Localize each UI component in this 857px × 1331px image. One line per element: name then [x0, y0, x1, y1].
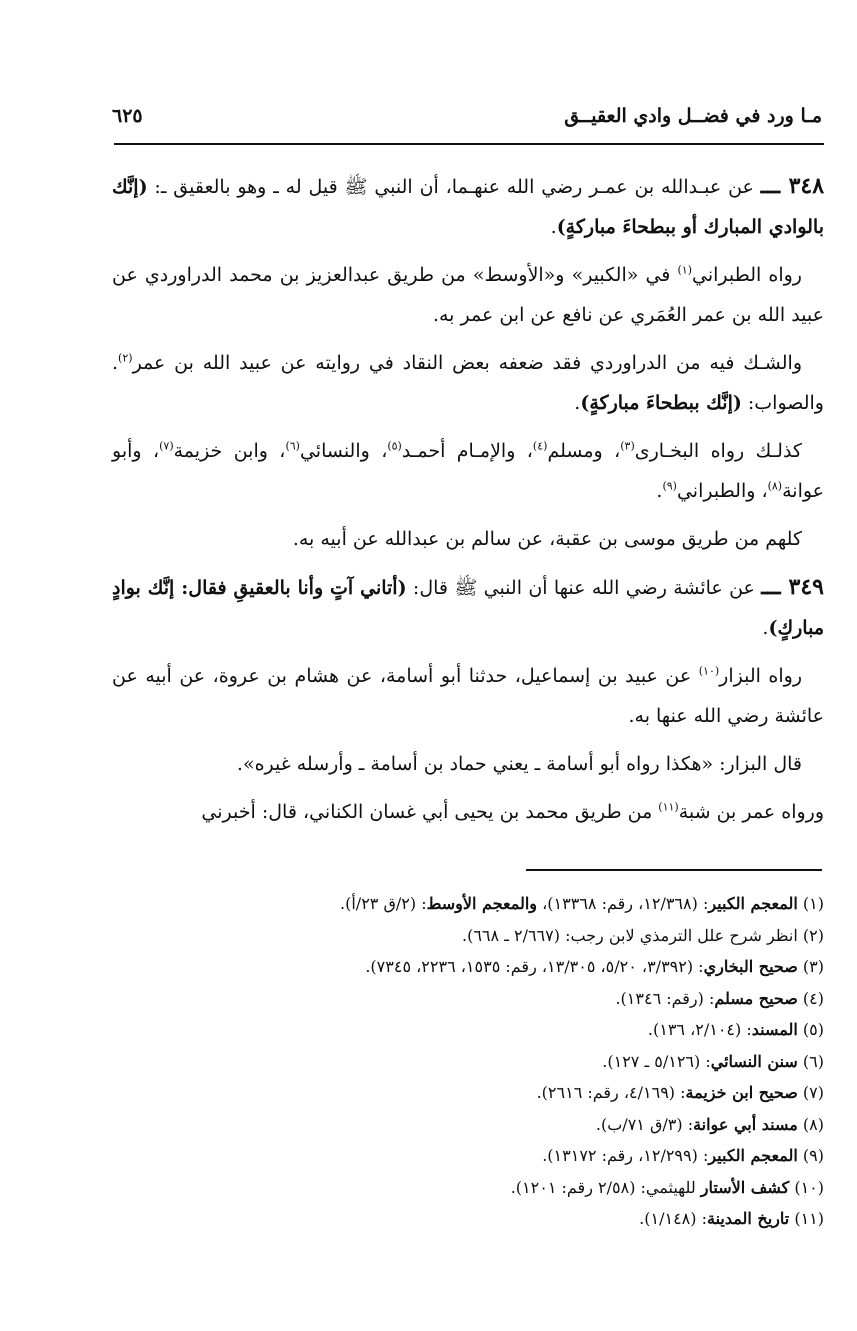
- paragraph-tabarani: [112, 255, 824, 335]
- footnote-text: : (رقم: ١٣٤٦).: [615, 988, 715, 1008]
- footnote-number: (٩): [802, 1146, 824, 1165]
- text-run: . والصواب:: [112, 352, 824, 414]
- paragraph-shabba: [112, 792, 824, 832]
- header-divider: [114, 143, 824, 145]
- footnote-source: مسند أبي عوانة: [693, 1114, 798, 1134]
- footnote-number: (٤): [802, 988, 824, 1008]
- footnote-source: المعجم الكبير: [708, 1146, 798, 1165]
- footnote-text: : (١/١٤٨).: [639, 1209, 707, 1228]
- footnote-ref[interactable]: (٧): [159, 439, 174, 453]
- footnote-source: صحيح البخاري: [703, 957, 798, 976]
- hadith-number: ٣٤٨ ـــ: [760, 173, 825, 199]
- footnote-source: المعجم الكبير: [708, 894, 798, 913]
- footnote-text: : (٤/١٦٩، رقم: ٢٦١٦).: [536, 1083, 686, 1102]
- main-text: [112, 166, 824, 840]
- text-run: رواه البزار: [719, 665, 802, 687]
- text-run: ورواه عمر بن شبة: [678, 801, 824, 823]
- footnote-text: : (٢/ق ٢٣/أ).: [340, 894, 427, 913]
- hadith-number: ٣٤٩ ـــ: [761, 574, 824, 600]
- running-title: مـا ورد في فضــل وادي العقيــق: [564, 105, 822, 127]
- footnote-4: [112, 983, 824, 1015]
- hadith-quote: (أتاني آتٍ وأنا بالعقيقِ فقال: إنَّك بوادٍ مباركٍ): [112, 577, 824, 639]
- footnote-number: (١): [802, 894, 824, 913]
- footnote-source: المسند: [751, 1020, 798, 1039]
- text-run: ، ومسلم: [547, 440, 621, 462]
- page-number: ٦٢٥: [112, 105, 143, 127]
- footnote-text: للهيثمي: (٢/٥٨ رقم: ١٢٠١).: [510, 1177, 701, 1197]
- footnote-text: : (٢/١٠٤، ١٣٦).: [647, 1020, 752, 1039]
- footnote-source: كشف الأستار: [700, 1177, 790, 1197]
- hadith-quote: (إنَّك ببطحاءَ مباركةٍ): [580, 392, 742, 414]
- paragraph-bazzar: [112, 656, 824, 736]
- footnote-number: (١٠): [794, 1177, 824, 1197]
- text-run: ، والإمـام أحمـد: [401, 440, 533, 462]
- footnote-number: (١١): [794, 1209, 824, 1228]
- paragraph-bazzar-said: [112, 744, 824, 784]
- hadith-348: [112, 166, 824, 247]
- text-run: عن عبـدالله بن عمـر رضي الله عنهـما، أن النبي ﷺ قيل له ـ وهو بالعقيق ـ:: [147, 176, 754, 198]
- text-run: كذلـك رواه البخـارى: [634, 440, 802, 462]
- footnote-ref[interactable]: (١١): [658, 800, 679, 814]
- paragraph-chain: [112, 519, 824, 559]
- footnote-ref[interactable]: (٨): [767, 479, 783, 493]
- footnote-10: [112, 1172, 824, 1204]
- footnote-1: [112, 888, 824, 920]
- footnotes: [112, 888, 824, 1235]
- footnote-11: [112, 1203, 824, 1235]
- page-header: [112, 96, 822, 136]
- footnote-text: : (١٢/٢٩٩، رقم: ١٣١٧٢).: [542, 1146, 709, 1165]
- footnote-ref[interactable]: (٢): [118, 351, 133, 365]
- text-run: .: [574, 392, 581, 414]
- footnote-text: : (١٢/٣٦٨، رقم: ١٣٣٦٨)،: [537, 894, 709, 913]
- footnote-8: [112, 1109, 824, 1141]
- text-run: .: [550, 216, 557, 238]
- footnote-source: صحيح ابن خزيمة: [685, 1083, 798, 1102]
- footnote-2: [112, 920, 824, 952]
- footnote-6: [112, 1046, 824, 1078]
- text-run: .: [656, 480, 663, 502]
- text-run: .: [762, 617, 769, 639]
- footnote-number: (٥): [802, 1020, 824, 1039]
- footnote-ref[interactable]: (٦): [285, 439, 300, 453]
- footnote-ref[interactable]: (١٠): [698, 664, 720, 678]
- footnote-source: سنن النسائي: [710, 1051, 798, 1071]
- footnote-3: [112, 951, 824, 983]
- footnote-7: [112, 1077, 824, 1109]
- footnote-source: صحيح مسلم: [714, 988, 798, 1008]
- footnote-number: (٦): [802, 1051, 824, 1071]
- text-run: عن عبيد بن إسماعيل، حدثنا أبو أسامة، عن هشام بن عروة، عن أبيه عن عائشة رضي الله عنها به.: [112, 665, 824, 727]
- footnote-text: : (٣/٣٩٢، ٥/٢٠، ١٣/٣٠٥، رقم: ١٥٣٥، ٢٢٣٦، ٧٣٤٥).: [365, 957, 704, 976]
- footnote-source: تاريخ المدينة: [706, 1209, 790, 1228]
- hadith-quote: (إنَّك بالوادي المبارك أو ببطحاءَ مباركةٍ): [112, 176, 824, 238]
- footnote-text: انظر شرح علل الترمذي لابن رجب: (٢/٦٦٧ ـ ٦٦٨).: [462, 925, 798, 945]
- footnote-ref[interactable]: (٥): [387, 439, 402, 453]
- text-run: في «الكبير» و«الأوسط» من طريق عبدالعزيز بن محمد الدراوردي عن عبيد الله بن عمر العُمَري عن نافع عن ابن عمر به.: [112, 264, 824, 326]
- paragraph-doubt: [112, 343, 824, 423]
- text-run: ، والطبراني: [676, 480, 768, 502]
- text-run: ، والنسائي: [299, 440, 388, 462]
- text-run: من طريق محمد بن يحيى أبي غسان الكناني، قال: أخبرني: [201, 801, 659, 823]
- paragraph-narrators: [112, 431, 824, 511]
- footnote-divider: [526, 869, 822, 871]
- footnote-ref[interactable]: (٩): [662, 479, 677, 493]
- text-run: قال البزار: «هكذا رواه أبو أسامة ـ يعني حماد بن أسامة ـ وأرسله غيره».: [236, 753, 802, 775]
- text-run: رواه الطبراني: [692, 264, 802, 286]
- text-run: والشـك فيه من الدراوردي فقد ضعفه بعض النقاد في روايته عن عبيد الله بن عمر: [132, 352, 802, 374]
- footnote-number: (٧): [802, 1083, 824, 1102]
- footnote-ref[interactable]: (٤): [532, 439, 548, 453]
- footnote-5: [112, 1014, 824, 1046]
- footnote-ref[interactable]: (١): [677, 263, 693, 277]
- text-run: كلهم من طريق موسى بن عقبة، عن سالم بن عبدالله عن أبيه به.: [292, 528, 802, 550]
- text-run: عن عائشة رضي الله عنها أن النبي ﷺ قال:: [406, 577, 755, 599]
- footnote-source: والمعجم الأوسط: [426, 894, 538, 913]
- hadith-349: [112, 567, 824, 648]
- footnote-number: (٢): [802, 925, 824, 945]
- footnote-text: : (٣/ق ٧١/ب).: [595, 1114, 694, 1134]
- footnote-number: (٣): [802, 957, 824, 976]
- text-run: ، وابن خزيمة: [173, 440, 286, 462]
- footnote-9: [112, 1140, 824, 1172]
- footnote-ref[interactable]: (٣): [620, 439, 635, 453]
- footnote-text: : (٥/١٢٦ ـ ١٢٧).: [602, 1051, 711, 1071]
- text-run: ، وأبو عوانة: [112, 440, 824, 502]
- footnote-number: (٨): [802, 1114, 824, 1134]
